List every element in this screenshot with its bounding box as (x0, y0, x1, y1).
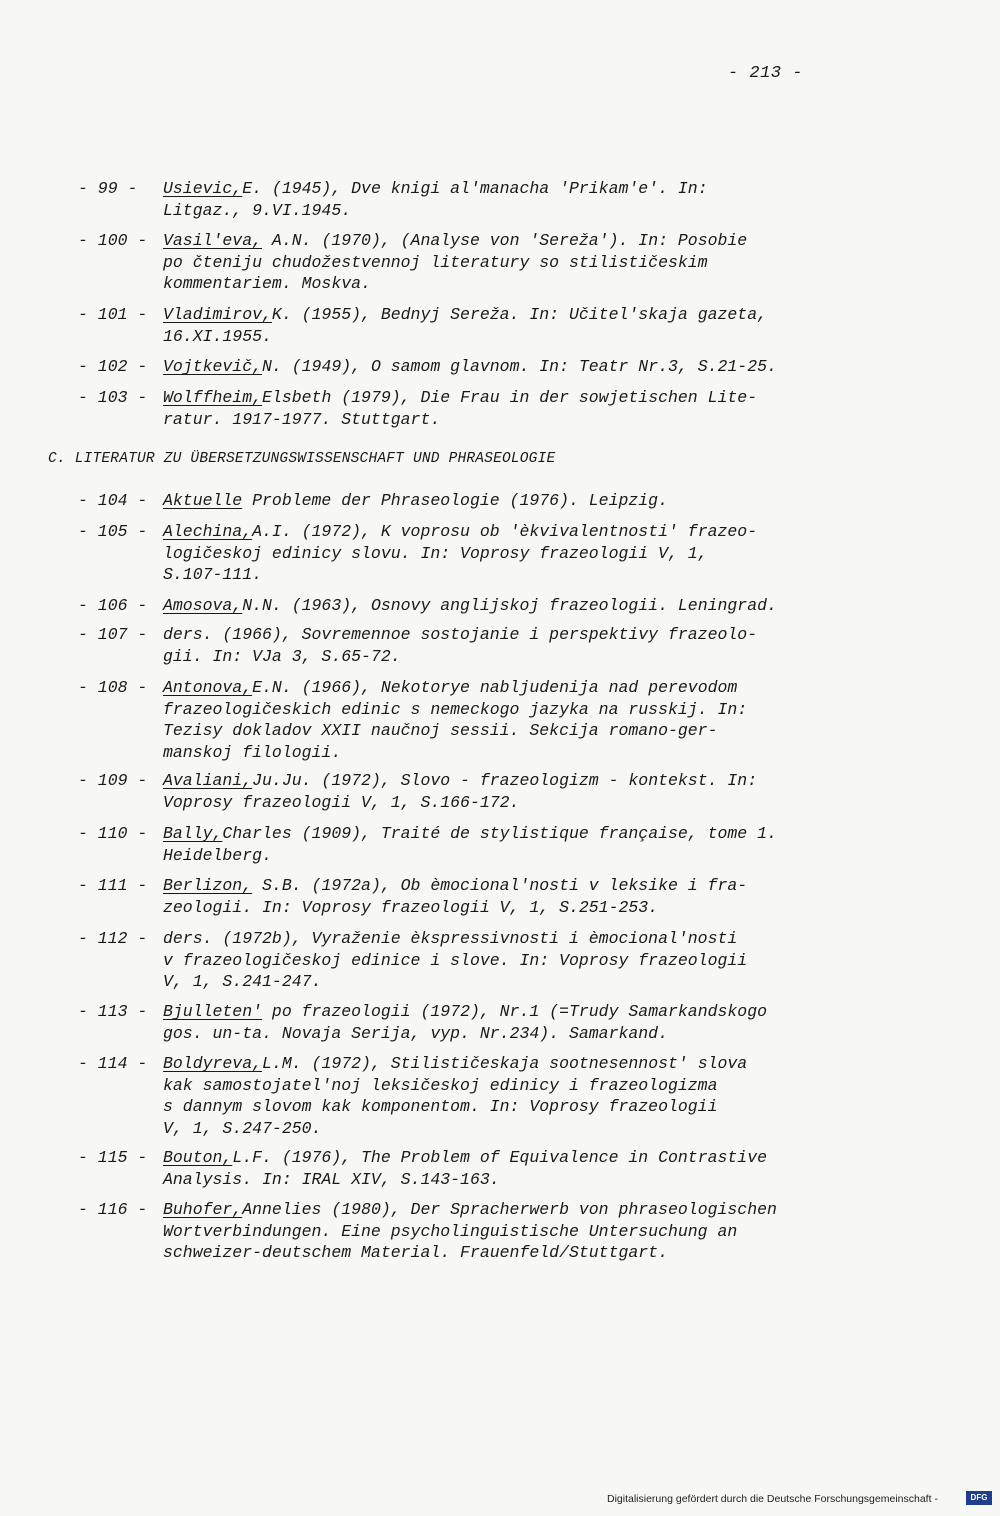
entry-line-text: V, 1, S.247-250. (163, 1118, 322, 1138)
entry-line (163, 1001, 828, 1023)
entry-line (163, 677, 828, 699)
entry-line-text: logičeskoj edinicy slovu. In: Voprosy frazeologii V, 1, (163, 543, 708, 563)
section-heading-c: C. LITERATUR ZU ÜBERSETZUNGSWISSENSCHAFT UND PHRASEOLOGIE (48, 451, 556, 467)
entry-author: Wolffheim, (163, 388, 263, 407)
entry-author: Vojtkevič, (163, 357, 263, 376)
entry-line-text: S.B. (1972a), Ob èmocional'nosti v leksike i fra- (252, 876, 748, 895)
entry-line (163, 595, 828, 617)
entry-author: Boldyreva, (163, 1054, 263, 1073)
entry-line (163, 304, 828, 326)
entry-author: Vladimirov, (163, 305, 272, 324)
entry-line-text: E.N. (1966), Nekotorye nabljudenija nad perevodom (252, 678, 738, 697)
entry-line (163, 646, 828, 668)
entry-line (163, 1221, 828, 1243)
entry-line (163, 273, 828, 295)
entry-line-text: E. (1945), Dve knigi al'manacha 'Prikam'e'. In: (242, 179, 708, 198)
entry-text (163, 387, 828, 430)
entry-line-text: kak samostojatel'noj leksičeskoj edinicy i frazeologizma (163, 1075, 718, 1095)
entry-line-text: Tezisy dokladov XXII naučnoj sessii. Sekcija romano-ger- (163, 721, 718, 741)
entry-line-text: zeologii. In: Voprosy frazeologii V, 1, S.251-253. (163, 897, 659, 917)
entry-line (163, 1053, 828, 1075)
entry-line (163, 1075, 828, 1097)
entry-number: - 104 - (78, 491, 148, 510)
entry-line (163, 252, 828, 274)
entry-text (163, 928, 828, 993)
entry-author: Berlizon, (163, 876, 253, 895)
entry-line (163, 200, 828, 222)
entry-line (163, 1147, 828, 1169)
entry-author: Aktuelle (163, 491, 243, 510)
entry-line-text: N.N. (1963), Osnovy anglijskoj frazeologii. Leningrad. (242, 596, 777, 615)
entry-number: - 112 - (78, 929, 148, 948)
entry-text (163, 356, 828, 378)
entry-line (163, 823, 828, 845)
entry-number: - 105 - (78, 522, 148, 541)
entry-line (163, 875, 828, 897)
entry-text (163, 770, 828, 813)
entry-line-text: Heidelberg. (163, 845, 272, 865)
dfg-logo: DFG (966, 1491, 992, 1505)
entry-line-text: Wortverbindungen. Eine psycholinguistische Untersuchung an (163, 1221, 738, 1241)
entry-line-text: Probleme der Phraseologie (1976). Leipzig. (242, 491, 668, 510)
entry-author: Usievic, (163, 179, 243, 198)
entry-number: - 116 - (78, 1200, 148, 1219)
entry-line (163, 1242, 828, 1264)
entry-text (163, 875, 828, 918)
footer-credit: Digitalisierung gefördert durch die Deutsche Forschungsgemeinschaft - (607, 1493, 938, 1505)
page-number: - 213 - (728, 64, 803, 83)
entry-number: - 111 - (78, 876, 148, 895)
entry-author: Avaliani, (163, 771, 253, 790)
entry-line (163, 1199, 828, 1221)
entry-line (163, 356, 828, 378)
entry-text (163, 595, 828, 617)
entry-number: - 114 - (78, 1054, 148, 1073)
entry-number: - 100 - (78, 231, 148, 250)
entry-line-text: frazeologičeskich edinic s nemeckogo jazyka na russkij. In: (163, 699, 748, 719)
entry-line-text: L.F. (1976), The Problem of Equivalence in Contrastive (232, 1148, 767, 1167)
entry-line (163, 387, 828, 409)
entry-text (163, 304, 828, 347)
entry-line-text: kommentariem. Moskva. (163, 274, 371, 294)
entry-text (163, 178, 828, 221)
entry-author: Bjulleten' (163, 1002, 263, 1021)
entry-line-text: Litgaz., 9.VI.1945. (163, 200, 352, 220)
entry-text (163, 521, 828, 586)
entry-author: Amosova, (163, 596, 243, 615)
entry-author: Vasil'eva, (163, 231, 263, 250)
entry-text (163, 1001, 828, 1044)
entry-author: Antonova, (163, 678, 253, 697)
entry-line (163, 490, 828, 512)
entry-number: - 103 - (78, 388, 148, 407)
entry-line (163, 543, 828, 565)
entry-line (163, 845, 828, 867)
entry-line-text: gii. In: VJa 3, S.65-72. (163, 646, 401, 666)
entry-line-text: gos. un-ta. Novaja Serija, vyp. Nr.234). Samarkand. (163, 1023, 668, 1043)
entry-line (163, 792, 828, 814)
entry-line (163, 230, 828, 252)
entry-line (163, 971, 828, 993)
entry-line-text: Ju.Ju. (1972), Slovo - frazeologizm - kontekst. In: (252, 771, 758, 790)
entry-number: - 109 - (78, 771, 148, 790)
entry-line (163, 409, 828, 431)
entry-line (163, 1169, 828, 1191)
entry-line (163, 770, 828, 792)
entry-line (163, 178, 828, 200)
entry-line-text: schweizer-deutschem Material. Frauenfeld/Stuttgart. (163, 1243, 668, 1263)
entry-line-text: Annelies (1980), Der Spracherwerb von phraseologischen (242, 1200, 777, 1219)
entry-line-text: Elsbeth (1979), Die Frau in der sowjetischen Lite- (262, 388, 758, 407)
entry-number: - 113 - (78, 1002, 148, 1021)
entry-number: - 110 - (78, 824, 148, 843)
entry-line (163, 521, 828, 543)
entry-line (163, 624, 828, 646)
entry-number: - 102 - (78, 357, 148, 376)
entry-number: - 115 - (78, 1148, 148, 1167)
entry-line-text: A.I. (1972), K voprosu ob 'èkvivalentnosti' frazeo- (252, 522, 758, 541)
entry-author: Bally, (163, 824, 223, 843)
entry-line (163, 699, 828, 721)
entry-line-text: po čteniju chudožestvennoj literatury so stilističeskim (163, 252, 708, 272)
entry-author: Alechina, (163, 522, 253, 541)
entry-text (163, 1147, 828, 1190)
entry-line-text: v frazeologičeskoj edinice i slove. In: Voprosy frazeologii (163, 950, 748, 970)
entry-line (163, 1118, 828, 1140)
entry-line (163, 742, 828, 764)
entry-line (163, 928, 828, 950)
entry-line-text: N. (1949), O samom glavnom. In: Teatr Nr.3, S.21-25. (262, 357, 777, 376)
entry-line (163, 1023, 828, 1045)
entry-line-text: manskoj filologii. (163, 742, 342, 762)
entry-line-text: V, 1, S.241-247. (163, 972, 322, 992)
entry-text (163, 230, 828, 295)
entry-text (163, 490, 828, 512)
entry-line (163, 1096, 828, 1118)
entry-author: Bouton, (163, 1148, 233, 1167)
entry-number: - 106 - (78, 596, 148, 615)
entry-line (163, 720, 828, 742)
entry-line-text: L.M. (1972), Stilističeskaja sootnesennost' slova (262, 1054, 748, 1073)
entry-line (163, 326, 828, 348)
entry-number: - 99 - (78, 179, 138, 198)
entry-line-text: Voprosy frazeologii V, 1, S.166-172. (163, 792, 520, 812)
entry-line (163, 564, 828, 586)
entry-line-text: 16.XI.1955. (163, 326, 272, 346)
entry-text (163, 677, 828, 763)
entry-number: - 101 - (78, 305, 148, 324)
entry-author: Buhofer, (163, 1200, 243, 1219)
entry-line-text: A.N. (1970), (Analyse von 'Sereža'). In: Posobie (262, 231, 748, 250)
entry-line-text: Analysis. In: IRAL XIV, S.143-163. (163, 1169, 500, 1189)
entry-line-text: ders. (1966), Sovremennoe sostojanie i perspektivy frazeolo- (163, 625, 758, 644)
entry-text (163, 1199, 828, 1264)
entry-text (163, 624, 828, 667)
entry-text (163, 823, 828, 866)
entry-line-text: Charles (1909), Traité de stylistique française, tome 1. (222, 824, 777, 843)
entry-line-text: po frazeologii (1972), Nr.1 (=Trudy Samarkandskogo (262, 1002, 768, 1021)
entry-line-text: K. (1955), Bednyj Sereža. In: Učitel'skaja gazeta, (271, 305, 768, 324)
entry-line (163, 897, 828, 919)
entry-text (163, 1053, 828, 1139)
entry-number: - 108 - (78, 678, 148, 697)
entry-line (163, 950, 828, 972)
entry-number: - 107 - (78, 625, 148, 644)
entry-line-text: s dannym slovom kak komponentom. In: Voprosy frazeologii (163, 1097, 718, 1117)
entry-line-text: ratur. 1917-1977. Stuttgart. (163, 409, 441, 429)
entry-line-text: S.107-111. (163, 565, 263, 585)
entry-line-text: ders. (1972b), Vyraženie èkspressivnosti i èmocional'nosti (163, 929, 738, 948)
